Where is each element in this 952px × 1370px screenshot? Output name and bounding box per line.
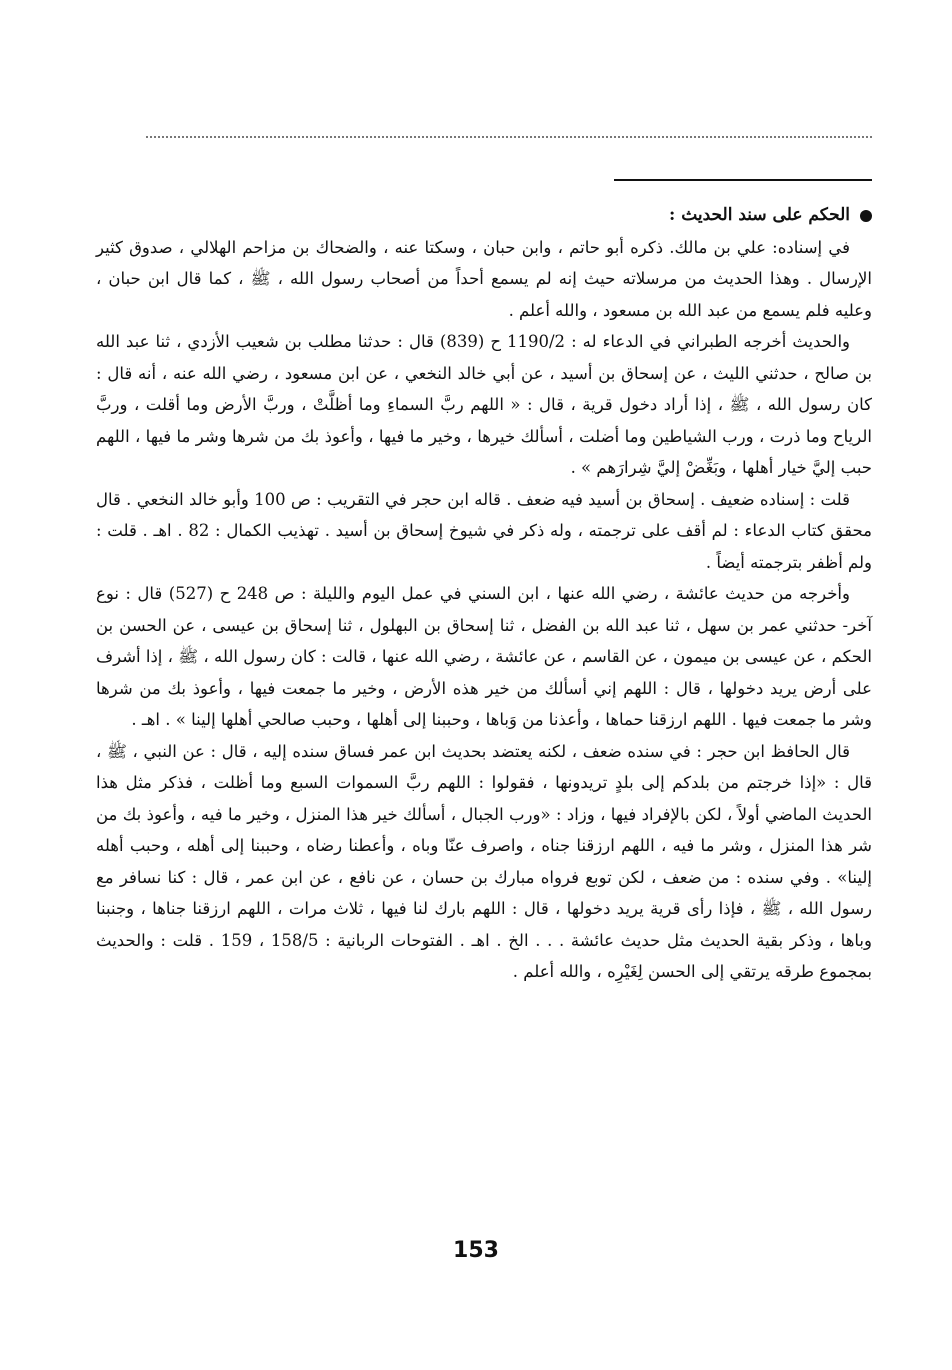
bullet-icon <box>860 210 872 222</box>
paragraph-narrator-status: في إسناده: علي بن مالك. ذكره أبو حاتم ، وابن حبان ، وسكتا عنه ، والضحاك بن مزاحم الهلالي ، صدوق كثير الإرسال . وهذا الحديث من مرسلاته حيث إنه لم يسمع أحداً من أصحاب رسول الله ، ﷺ ، كما قال ابن حبان ، وعليه فلم يسمع من عبد الله بن مسعود ، والله أعلم . <box>96 237 872 320</box>
top-dotted-separator <box>146 136 872 138</box>
section-heading-text: الحكم على سند الحديث : <box>669 205 850 225</box>
paragraph-isnad-judgement: قلت : إسناده ضعيف . إسحاق بن أسيد فيه ضعف . قاله ابن حجر في التقريب : ص 100 وأبو خالد النخعي . قال محقق كتاب الدعاء : لم أقف على ترجمته ، وله ذكر في شيوخ إسحاق بن أسيد . تهذيب الكمال : 82 . اهـ . قلت : ولم أظفر بترجمته أيضاً . <box>96 489 872 572</box>
paragraph-ibn-hajar-comment: قال الحافظ ابن حجر : في سنده ضعف ، لكنه يعتضد بحديث ابن عمر فساق سنده إليه ، قال : عن النبي ، ﷺ ، قال : «إذا خرجتم من بلدكم إلى بلدٍ تريدونها ، فقولوا : اللهم ربَّ السموات السبع وما أظلت ، فذكر مثل هذا الحديث الماضي أولاً ، لكن بالإفراد فيها ، وزاد : «ورب الجبال ، أسألك خير هذا المنزل ، وخير ما فيه ، وأعوذ بك من شر هذا المنزل ، وشر ما فيه ، اللهم ارزقنا جناه ، واصرف عنّا وباه ، وأعطنا رضاه ، وحببنا إلى أهله ، وحبب أهله إلينا» . وفي سنده : من ضعف ، لكن توبع فرواه مبارك بن حسان ، عن نافع ، عن ابن عمر ، قال : كنا نسافر مع رسول الله ، ﷺ ، فإذا رأى قرية يريد دخولها ، قال : اللهم بارك لنا فيها ، ثلاث مرات ، اللهم ارزقنا جناها ، وجنبنا وباها ، وذكر بقية الحديث مثل حديث عائشة . . . الخ . اهـ . الفتوحات الربانية : 158/5 ، 159 . قلت : والحديث بمجموع طرقه يرتقي إلى الحسن لِغَيْرِه ، والله أعلم . <box>96 741 872 981</box>
paragraph-tabarani-narration: والحديث أخرجه الطبراني في الدعاء له : 1190/2 ح (839) قال : حدثنا مطلب بن شعيب الأزدي ، ثنا عبد الله بن صالح ، حدثني الليث ، عن إسحاق بن أسيد ، عن أبي خالد النخعي ، عن ابن مسعود ، رضي الله عنه ، أنه قال : كان رسول الله ، ﷺ ، إذا أراد دخول قرية ، قال : « اللهم ربَّ السماءِ وما أظلَّتْ ، وربَّ الأرض وما أقلت ، وربَّ الرياح وما ذرت ، ورب الشياطين وما أضلت ، أسألك خيرها ، وخير ما فيها ، وأعوذ بك من شرها وشر ما فيها ، اللهم حبب إليَّ خيار أهلها ، وبَغِّضْ إليَّ شِرارَهم » . <box>96 332 872 477</box>
page-body <box>96 200 872 988</box>
page-number: 153 <box>453 1238 499 1263</box>
section-heading <box>96 200 872 232</box>
paragraph-aisha-narration: وأخرجه من حديث عائشة ، رضي الله عنها ، ابن السني في عمل اليوم والليلة : ص 248 ح (527) قال : نوع آخر- حدثني عمر بن سهل ، ثنا عبد الله بن الفضل ، ثنا إسحاق بن البهلول ، ثنا إسحاق بن عيسى ، عن الحسن بن الحكم ، عن عيسى بن ميمون ، عن القاسم ، عن عائشة ، رضي الله عنها ، قالت : كان رسول الله ، ﷺ ، إذا أشرف على أرض يريد دخولها ، قال : اللهم إني أسألك من خير هذه الأرض ، وخير ما جمعت فيها ، وأعوذ بك من شرها وشر ما جمعت فيها . اللهم ارزقنا حماها ، وأعذنا من وَباها ، وحببنا إلى أهلها ، وحبب صالحي أهلها إلينا » . اهـ . <box>96 584 872 729</box>
section-rule <box>614 179 872 181</box>
